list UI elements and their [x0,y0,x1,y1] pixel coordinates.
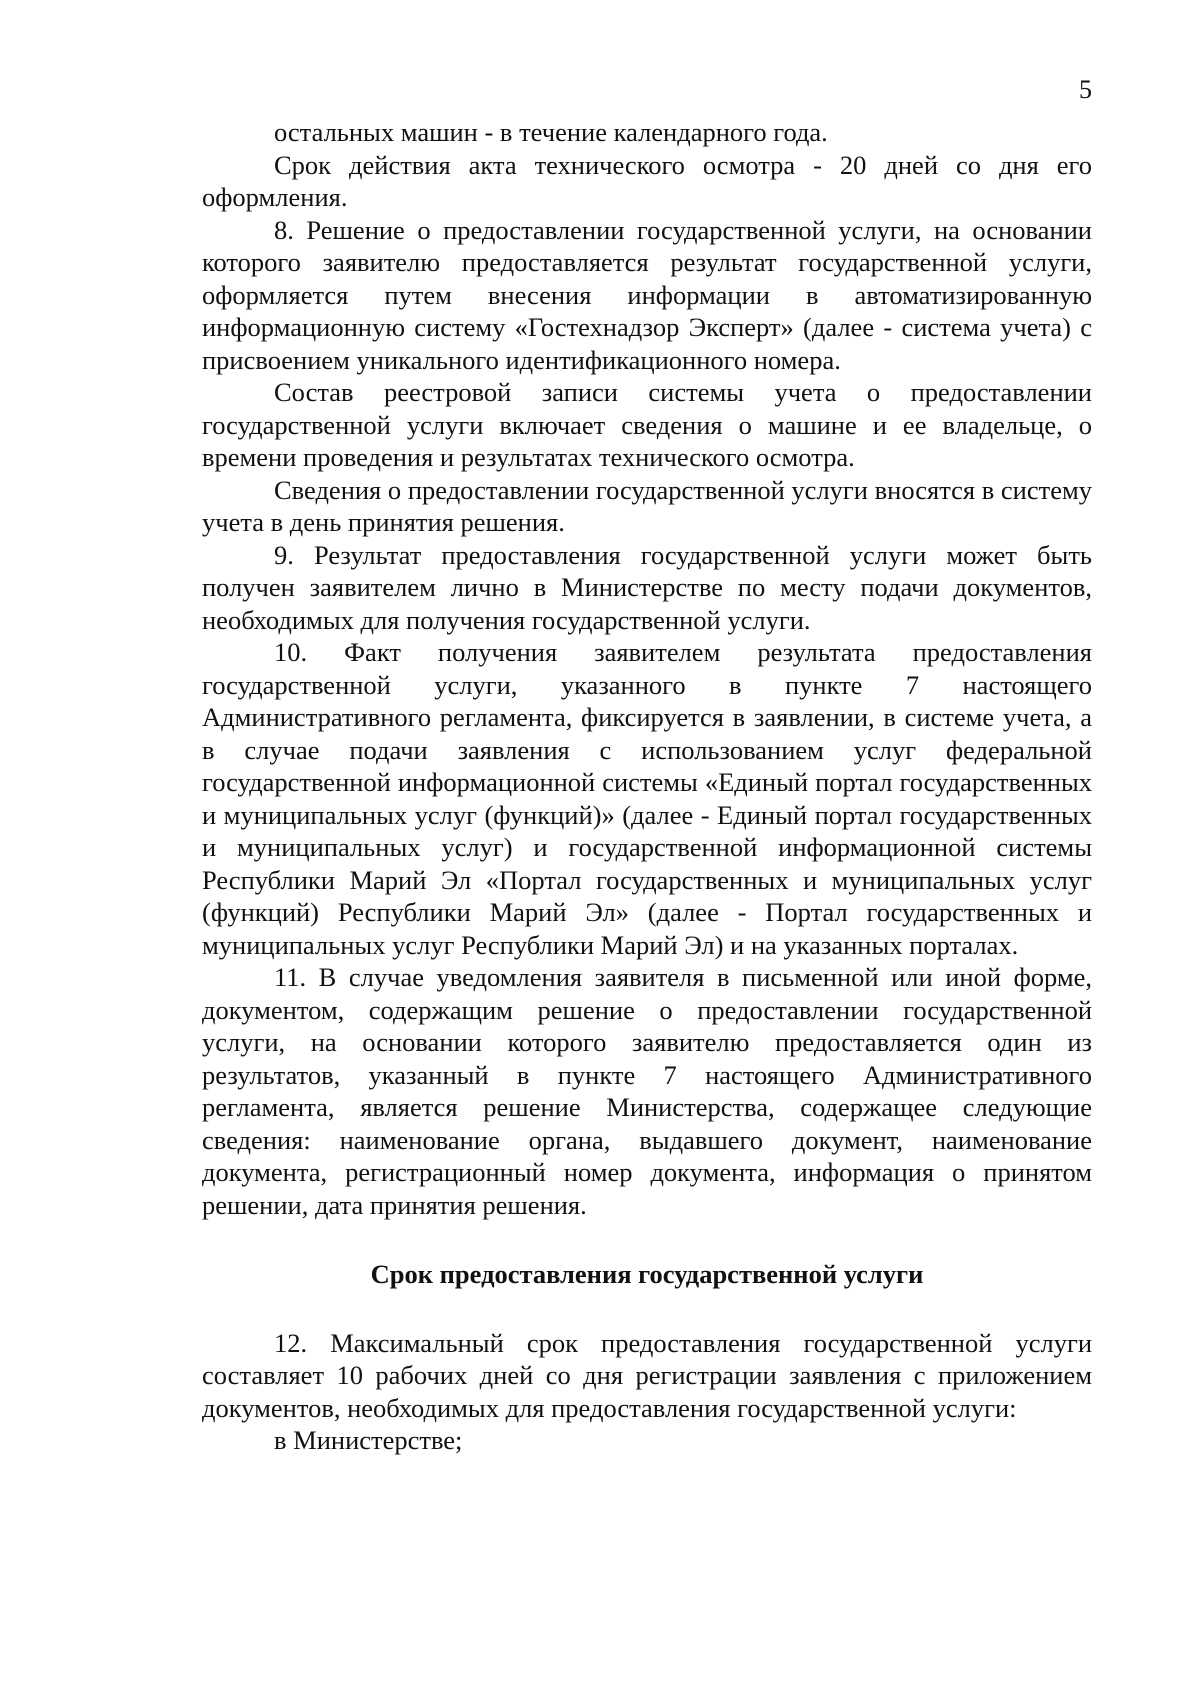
section-heading: Срок предоставления государственной услуги [370,1259,924,1289]
paragraph-inspection-act-validity: Срок действия акта технического осмотра - 20 дней со дня его оформления. [202,149,1092,212]
document-body [202,116,1092,1457]
paragraph-item-12: 12. Максимальный срок предоставления государственной услуги составляет 10 рабочих дней со дня регистрации заявления с приложением документов, необходимых для предоставления государственной услуги: [202,1327,1092,1423]
paragraph-service-term-continuation: остальных машин - в течение календарного года. [274,117,828,147]
paragraph-registry-entry-date: Сведения о предоставлении государственной услуги вносятся в систему учета в день принятия решения. [202,474,1092,537]
paragraph-registry-record-content: Состав реестровой записи системы учета о предоставлении государственной услуги включает сведения о машине и ее владельце, о времени проведения и результатах технического осмотра. [202,377,1092,472]
paragraph-in-ministry: в Министерстве; [274,1425,463,1455]
paragraph-item-9: 9. Результат предоставления государственной услуги может быть получен заявителем лично в Министерстве по месту подачи документов, необходимых для получения государственной услуги. [202,539,1092,635]
paragraph-item-10: 10. Факт получения заявителем результата предоставления государственной услуги, указанного в пункте 7 настоящего Административного регламента, фиксируется в заявлении, в системе учета, а в случае подачи заявления с использованием услуг федеральной государственной информационной системы «Единый портал государственных и муниципальных услуг (функций)» (далее - Единый портал государственных и муниципальных услуг) и государственной информационной системы Республики Марий Эл «Портал государственных и муниципальных услуг (функций) Республики Марий Эл» (далее - Портал государственных и муниципальных услуг Республики Марий Эл) и на указанных порталах. [202,637,1092,960]
paragraph-item-11: 11. В случае уведомления заявителя в письменной или иной форме, документом, содержащим решение о предоставлении государственной услуги, на основании которого заявителю предоставляется один из результатов, указанный в пункте 7 настоящего Административного регламента, является решение Министерства, содержащее следующие сведения: наименование органа, выдавшего документ, наименование документа, регистрационный номер документа, информация о принятом решении, дата принятия решения. [202,962,1092,1220]
page-number: 5 [1079,75,1092,104]
paragraph-item-8: 8. Решение о предоставлении государственной услуги, на основании которого заявителю предоставляется результат государственной услуги, оформляется путем внесения информации в автоматизированную информационную систему «Гостехнадзор Эксперт» (далее - система учета) с присвоением уникального идентификационного номера. [202,214,1092,375]
